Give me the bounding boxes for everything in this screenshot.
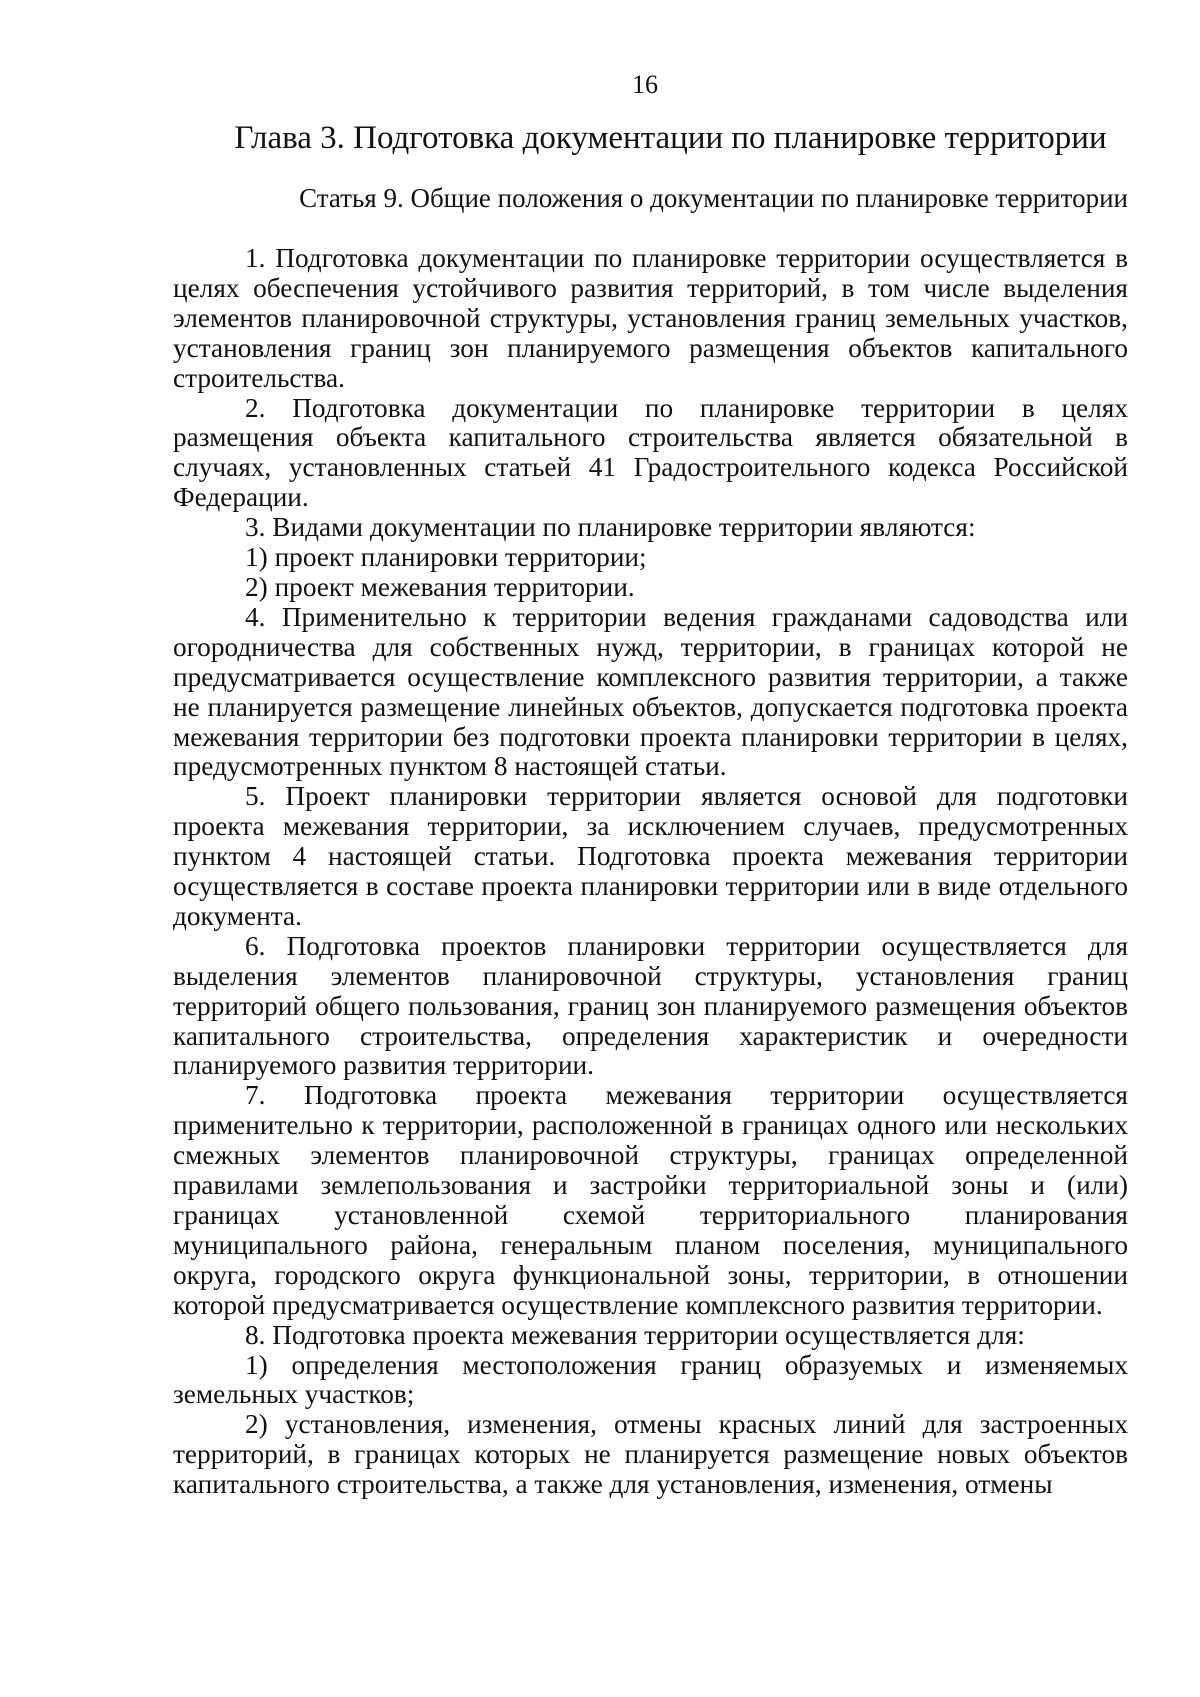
- list-item-8-2: 2) установления, изменения, отмены красных линий для застроенных территорий, в границах которых не планируется размещение новых объектов капитального строительства, а также для установления, изменения, отмены: [173, 1409, 1128, 1500]
- page-number: 16: [632, 70, 658, 99]
- list-item-3-1: 1) проект планировки территории;: [245, 542, 647, 573]
- paragraph-4: 4. Применительно к территории ведения гражданами садоводства или огородничества для собственных нужд, территории, в границах которой не предусматривается осуществление комплексного развития территории, а также не планируется размещение линейных объектов, допускается подготовка проекта межевания территории без подготовки проекта планировки территории в целях, предусмотренных пунктом 8 настоящей статьи.: [173, 601, 1128, 782]
- paragraph-6: 6. Подготовка проектов планировки территории осуществляется для выделения элементов планировочной структуры, установления границ территорий общего пользования, границ зон планируемого размещения объектов капитального строительства, определения характеристик и очередности планируемого развития территории.: [173, 930, 1128, 1081]
- chapter-title: Глава 3. Подготовка документации по планировке территории: [234, 120, 1107, 156]
- paragraph-2: 2. Подготовка документации по планировке территории в целях размещения объекта капитального строительства является обязательной в случаях, установленных статьей 41 Градостроительного кодекса Российской Федерации.: [173, 392, 1128, 513]
- paragraph-7: 7. Подготовка проекта межевания территории осуществляется применительно к территории, расположенной в границах одного или нескольких смежных элементов планировочной структуры, границах определенной правилами землепользования и застройки территориальной зоны и (или) границах установленной схемой территориального планирования муниципального района, генеральным планом поселения, муниципального округа, городского округа функциональной зоны, территории, в отношении которой предусматривается осуществление комплексного развития территории.: [173, 1080, 1128, 1320]
- list-item-8-1: 1) определения местоположения границ образуемых и изменяемых земельных участков;: [173, 1349, 1128, 1410]
- paragraph-3: 3. Видами документации по планировке территории являются:: [245, 512, 976, 543]
- paragraph-5: 5. Проект планировки территории является основой для подготовки проекта межевания территории, за исключением случаев, предусмотренных пунктом 4 настоящей статьи. Подготовка проекта межевания территории осуществляется в составе проекта планировки территории или в виде отдельного документа.: [173, 781, 1128, 931]
- paragraph-1: 1. Подготовка документации по планировке территории осуществляется в целях обеспечения устойчивого развития территорий, в том числе выделения элементов планировочной структуры, установления границ земельных участков, установления границ зон планируемого размещения объектов капитального строительства.: [173, 243, 1128, 393]
- article-title: Статья 9. Общие положения о документации по планировке территории: [299, 183, 1128, 213]
- list-item-3-2: 2) проект межевания территории.: [245, 571, 635, 602]
- paragraph-8: 8. Подготовка проекта межевания территории осуществляется для:: [245, 1319, 1025, 1350]
- article-body: [173, 244, 1128, 1500]
